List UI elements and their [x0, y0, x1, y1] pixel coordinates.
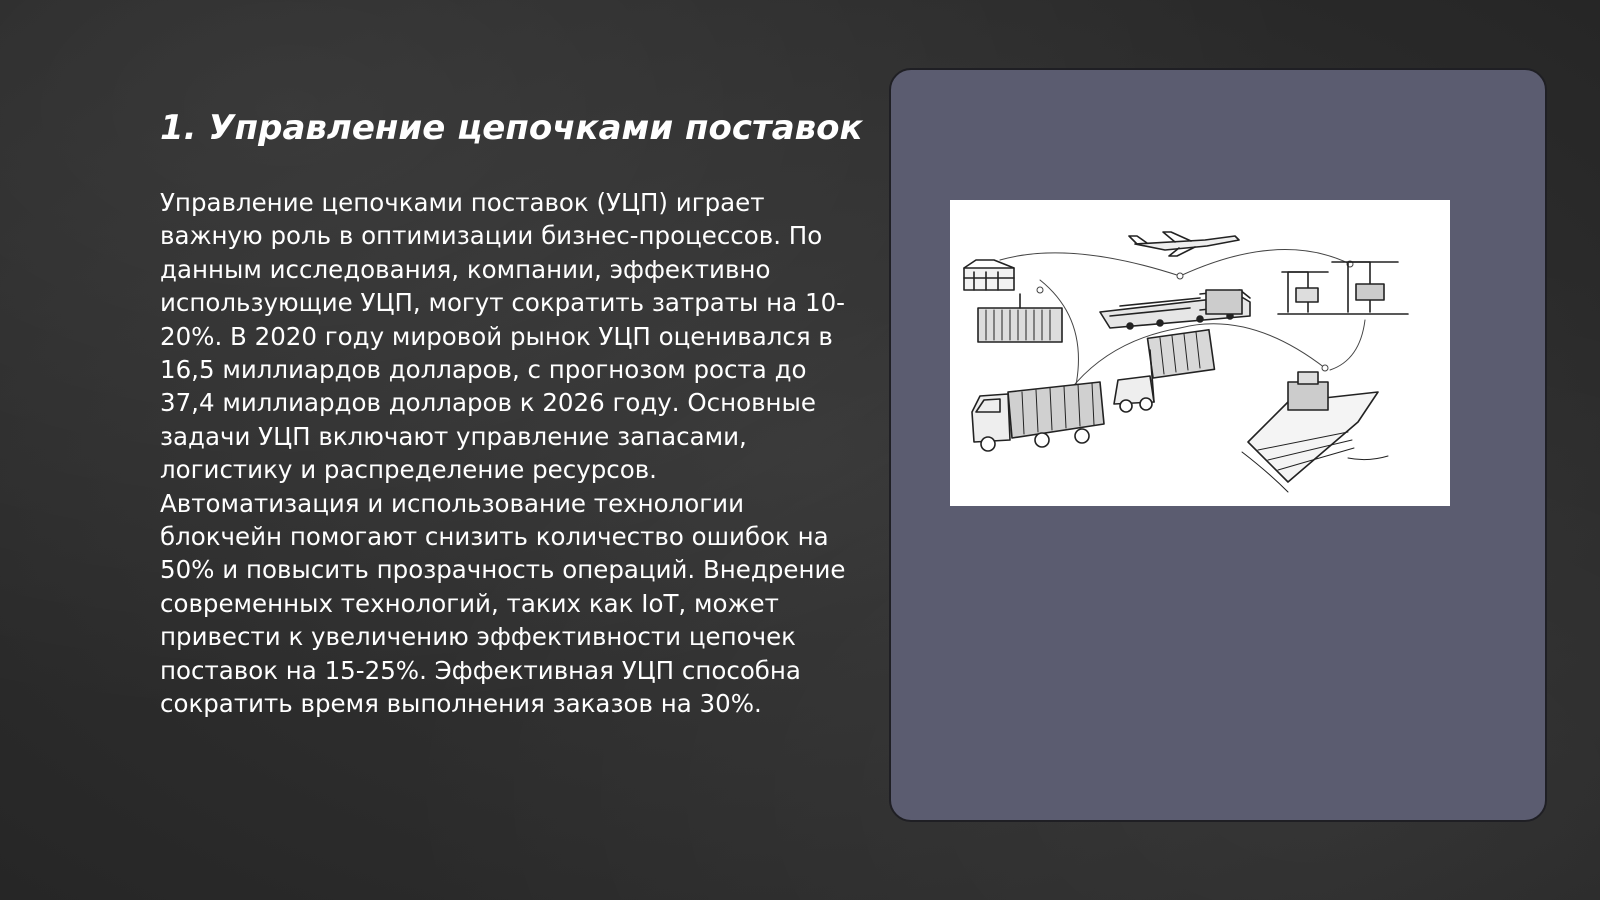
forklift-loader-icon: [1114, 330, 1214, 412]
slide-body-text: Управление цепочками поставок (УЦП) играет важную роль в оптимизации бизнес-процессов. По данным исследования, компании, эффективно использующие УЦП, могут сократить затраты на 10-20%. В 2020 году мировой рынок УЦП оценивался в 16,5 миллиардов долларов, с прогнозом роста до 37,4 миллиардов долларов к 2026 году. Основные задачи УЦП включают управление запасами, логистику и распределение ресурсов. Автоматизация и использование технологии блокчейн помогают снизить количество ошибок на 50% и повысить прозрачность операций. Внедрение современных технологий, таких как IoT, может привести к увеличению эффективности цепочек поставок на 15-25%. Эффективная УЦП способна сократить время выполнения заказов на 30%.: [160, 188, 846, 719]
warehouse-icon: [964, 260, 1014, 290]
cargo-ship-icon: [1242, 372, 1388, 492]
logistics-illustration: [950, 200, 1450, 506]
freight-train-icon: [1100, 290, 1250, 329]
port-crane-icon: [1278, 262, 1408, 314]
airplane-icon: [1129, 232, 1239, 256]
slide-title: 1. Управление цепочками поставок: [160, 108, 863, 148]
truck-icon: [972, 382, 1104, 451]
shipping-container-icon: [978, 294, 1062, 342]
